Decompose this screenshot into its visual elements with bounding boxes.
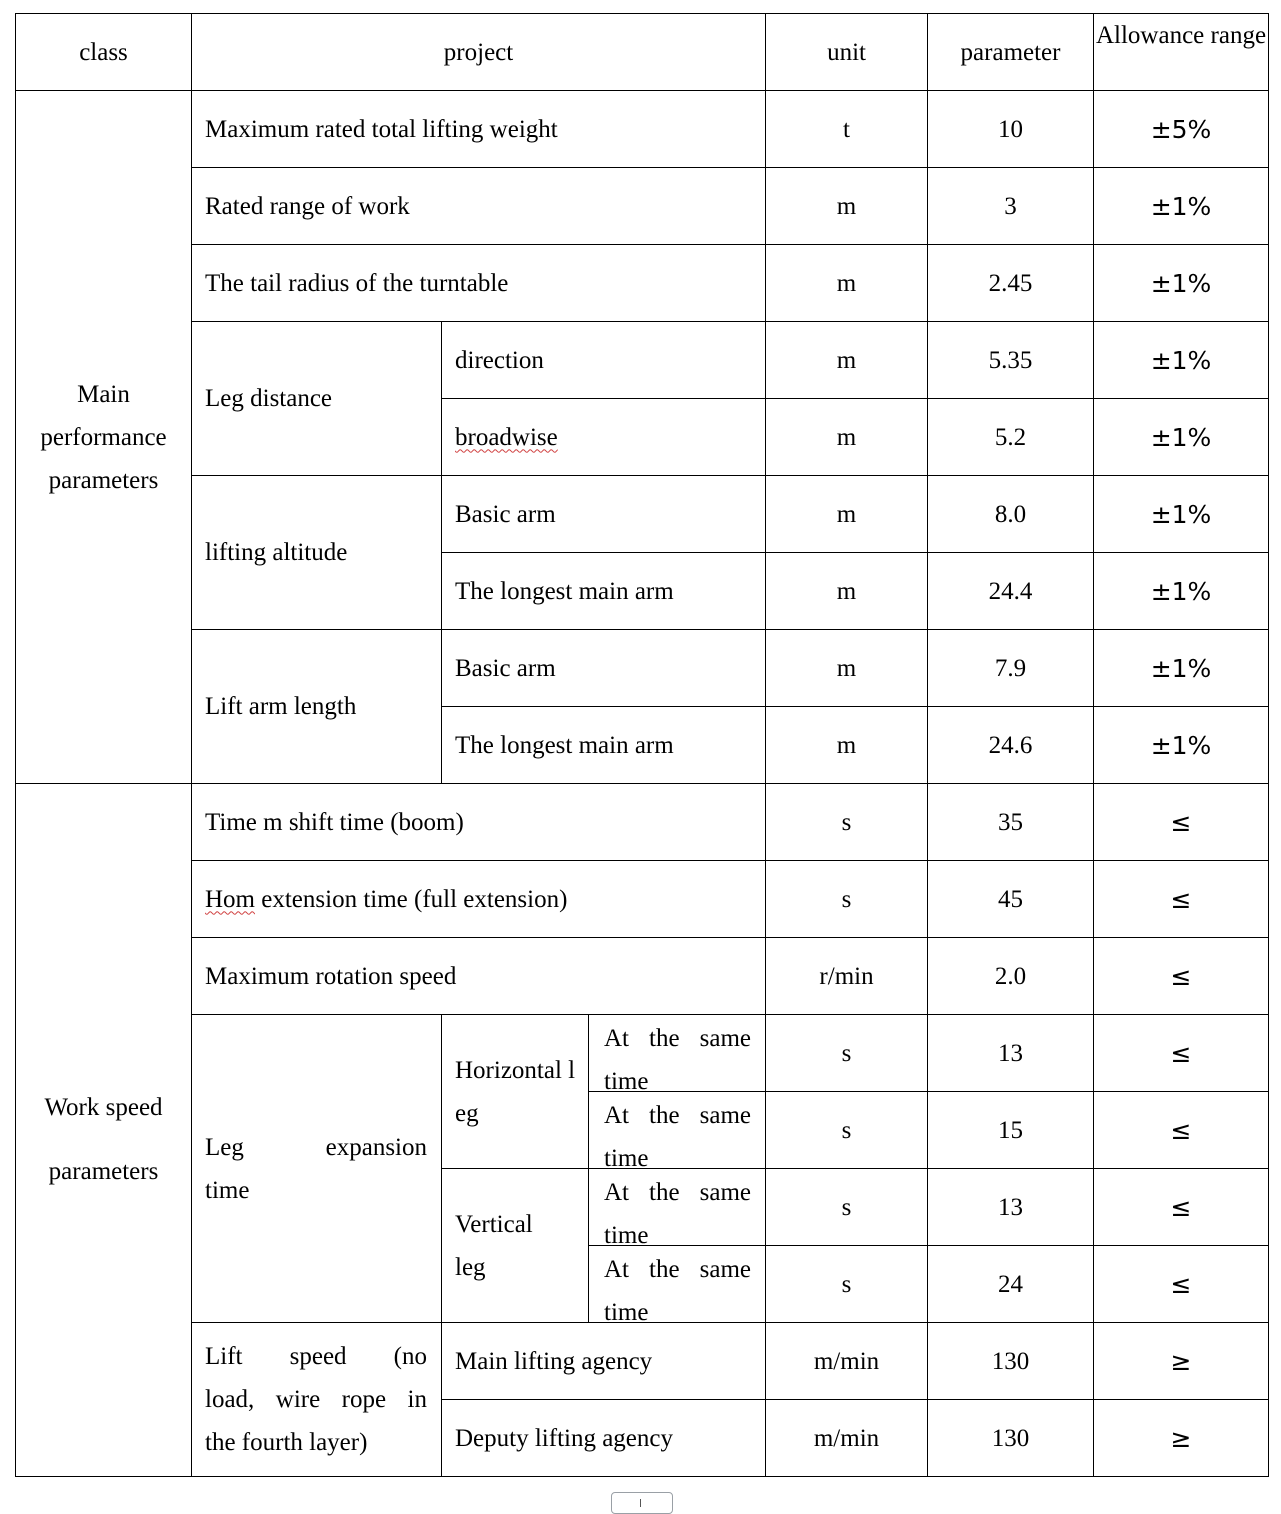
project-cell: Time m shift time (boom) bbox=[192, 784, 766, 861]
sub-project-cell: Basic arm bbox=[442, 630, 766, 707]
table-row bbox=[16, 476, 1269, 553]
header-row bbox=[16, 14, 1269, 91]
allowance-cell: ≤ bbox=[1094, 1015, 1269, 1092]
unit-cell: m bbox=[766, 553, 928, 630]
unit-cell: t bbox=[766, 91, 928, 168]
unit-cell: m/min bbox=[766, 1323, 928, 1400]
class-work-speed bbox=[16, 784, 192, 1477]
unit-cell: s bbox=[766, 1169, 928, 1246]
sub-project-cell bbox=[589, 1092, 766, 1169]
unit-cell: s bbox=[766, 1015, 928, 1092]
table-row bbox=[16, 322, 1269, 399]
allowance-cell: ≤ bbox=[1094, 861, 1269, 938]
lift-speed-line2: load, wire rope in bbox=[205, 1386, 427, 1413]
header-allowance bbox=[1094, 14, 1269, 91]
table-row bbox=[16, 168, 1269, 245]
project-cell: Maximum rated total lifting weight bbox=[192, 91, 766, 168]
sub-project-cell: Deputy lifting agency bbox=[442, 1400, 766, 1477]
allowance-cell: ±1% bbox=[1094, 630, 1269, 707]
unit-cell: m bbox=[766, 476, 928, 553]
expansion-word: expansion bbox=[325, 1133, 427, 1161]
parameter-cell: 13 bbox=[928, 1169, 1094, 1246]
parameter-cell: 5.2 bbox=[928, 399, 1094, 476]
lift-speed-label bbox=[192, 1323, 442, 1477]
parameter-cell: 3 bbox=[928, 168, 1094, 245]
unit-cell: m bbox=[766, 322, 928, 399]
leg-word: Leg bbox=[205, 1133, 244, 1161]
allowance-cell: ±1% bbox=[1094, 476, 1269, 553]
allowance-cell: ±1% bbox=[1094, 399, 1269, 476]
same-time-line1: At the same bbox=[604, 1179, 752, 1206]
unit-cell: m bbox=[766, 707, 928, 784]
allowance-cell: ≤ bbox=[1094, 784, 1269, 861]
unit-cell: m bbox=[766, 245, 928, 322]
allowance-cell: ±1% bbox=[1094, 322, 1269, 399]
sub-project-cell bbox=[589, 1246, 766, 1323]
lifting-altitude-label: lifting altitude bbox=[192, 476, 442, 630]
unit-cell: m bbox=[766, 399, 928, 476]
allowance-cell: ≥ bbox=[1094, 1400, 1269, 1477]
extension-text: extension time (full extension) bbox=[255, 885, 568, 913]
parameter-cell: 2.45 bbox=[928, 245, 1094, 322]
leg-expansion-line1 bbox=[205, 1126, 427, 1169]
table-row bbox=[16, 1015, 1269, 1092]
unit-cell: m bbox=[766, 630, 928, 707]
parameter-cell: 8.0 bbox=[928, 476, 1094, 553]
class-speed-line1: Work speed bbox=[44, 1094, 163, 1121]
table-row bbox=[16, 91, 1269, 168]
class-main-label: Main performance parameters bbox=[40, 380, 167, 494]
unit-cell: s bbox=[766, 784, 928, 861]
leg-distance-label: Leg distance bbox=[192, 322, 442, 476]
parameter-cell: 24.4 bbox=[928, 553, 1094, 630]
table-row bbox=[16, 938, 1269, 1015]
lift-arm-length-label: Lift arm length bbox=[192, 630, 442, 784]
header-class: class bbox=[16, 14, 192, 91]
allowance-cell: ≤ bbox=[1094, 1092, 1269, 1169]
sub-project-cell bbox=[442, 399, 766, 476]
project-cell: The tail radius of the turntable bbox=[192, 245, 766, 322]
table-row bbox=[16, 861, 1269, 938]
vertical-leg-label bbox=[442, 1169, 589, 1323]
same-time-line2: time bbox=[604, 1222, 649, 1245]
allowance-cell: ±1% bbox=[1094, 707, 1269, 784]
parameter-cell: 35 bbox=[928, 784, 1094, 861]
same-time-line1: At the same bbox=[604, 1102, 752, 1129]
allowance-cell: ±1% bbox=[1094, 553, 1269, 630]
same-time-line2: time bbox=[604, 1299, 649, 1322]
sub-project-cell: Basic arm bbox=[442, 476, 766, 553]
project-cell: Rated range of work bbox=[192, 168, 766, 245]
table-row bbox=[16, 784, 1269, 861]
parameter-cell: 24.6 bbox=[928, 707, 1094, 784]
table-row bbox=[16, 630, 1269, 707]
leg-expansion-label bbox=[192, 1015, 442, 1323]
sub-project-cell: Main lifting agency bbox=[442, 1323, 766, 1400]
parameter-cell: 45 bbox=[928, 861, 1094, 938]
same-time-line2: time bbox=[604, 1068, 649, 1091]
allowance-cell: ±5% bbox=[1094, 91, 1269, 168]
header-allowance-text: Allowance range bbox=[1095, 22, 1267, 49]
unit-cell: s bbox=[766, 1092, 928, 1169]
header-unit: unit bbox=[766, 14, 928, 91]
sub-project-cell: direction bbox=[442, 322, 766, 399]
vertical-line1: Vertical bbox=[455, 1210, 533, 1238]
allowance-cell: ≤ bbox=[1094, 938, 1269, 1015]
table-row bbox=[16, 245, 1269, 322]
parameter-cell: 7.9 bbox=[928, 630, 1094, 707]
allowance-cell: ≤ bbox=[1094, 1246, 1269, 1323]
table-row bbox=[16, 1323, 1269, 1400]
allowance-cell: ≥ bbox=[1094, 1323, 1269, 1400]
sub-project-cell bbox=[589, 1015, 766, 1092]
spec-table bbox=[15, 13, 1269, 1477]
allowance-cell: ≤ bbox=[1094, 1169, 1269, 1246]
allowance-cell: ±1% bbox=[1094, 245, 1269, 322]
sub-project-cell: The longest main arm bbox=[442, 707, 766, 784]
same-time-line1: At the same bbox=[604, 1256, 752, 1283]
vertical-line2: leg bbox=[455, 1253, 486, 1281]
parameter-cell: 130 bbox=[928, 1323, 1094, 1400]
parameter-cell: 5.35 bbox=[928, 322, 1094, 399]
horizontal-leg-text: Horizontal leg bbox=[455, 1056, 576, 1127]
parameter-cell: 15 bbox=[928, 1092, 1094, 1169]
project-cell bbox=[192, 861, 766, 938]
parameter-cell: 24 bbox=[928, 1246, 1094, 1323]
horizontal-leg-label bbox=[442, 1015, 589, 1169]
sub-project-cell: The longest main arm bbox=[442, 553, 766, 630]
lift-speed-line1: Lift speed (no bbox=[205, 1343, 427, 1370]
header-parameter: parameter bbox=[928, 14, 1094, 91]
header-project: project bbox=[192, 14, 766, 91]
same-time-line1: At the same bbox=[604, 1025, 752, 1052]
parameter-cell: 130 bbox=[928, 1400, 1094, 1477]
same-time-line2: time bbox=[604, 1145, 649, 1168]
parameter-cell: 13 bbox=[928, 1015, 1094, 1092]
unit-cell: s bbox=[766, 1246, 928, 1323]
parameter-cell: 10 bbox=[928, 91, 1094, 168]
unit-cell: m/min bbox=[766, 1400, 928, 1477]
add-row-button[interactable] bbox=[611, 1492, 673, 1514]
leg-expansion-line2: time bbox=[205, 1176, 250, 1204]
parameter-cell: 2.0 bbox=[928, 938, 1094, 1015]
class-main-performance bbox=[16, 91, 192, 784]
allowance-cell: ±1% bbox=[1094, 168, 1269, 245]
unit-cell: s bbox=[766, 861, 928, 938]
class-speed-line2: parameters bbox=[48, 1158, 159, 1185]
broadwise-text: broadwise bbox=[455, 423, 558, 451]
hom-text: Hom bbox=[205, 885, 255, 913]
unit-cell: r/min bbox=[766, 938, 928, 1015]
sub-project-cell bbox=[589, 1169, 766, 1246]
lift-speed-line3: the fourth layer) bbox=[205, 1429, 368, 1456]
project-cell: Maximum rotation speed bbox=[192, 938, 766, 1015]
unit-cell: m bbox=[766, 168, 928, 245]
